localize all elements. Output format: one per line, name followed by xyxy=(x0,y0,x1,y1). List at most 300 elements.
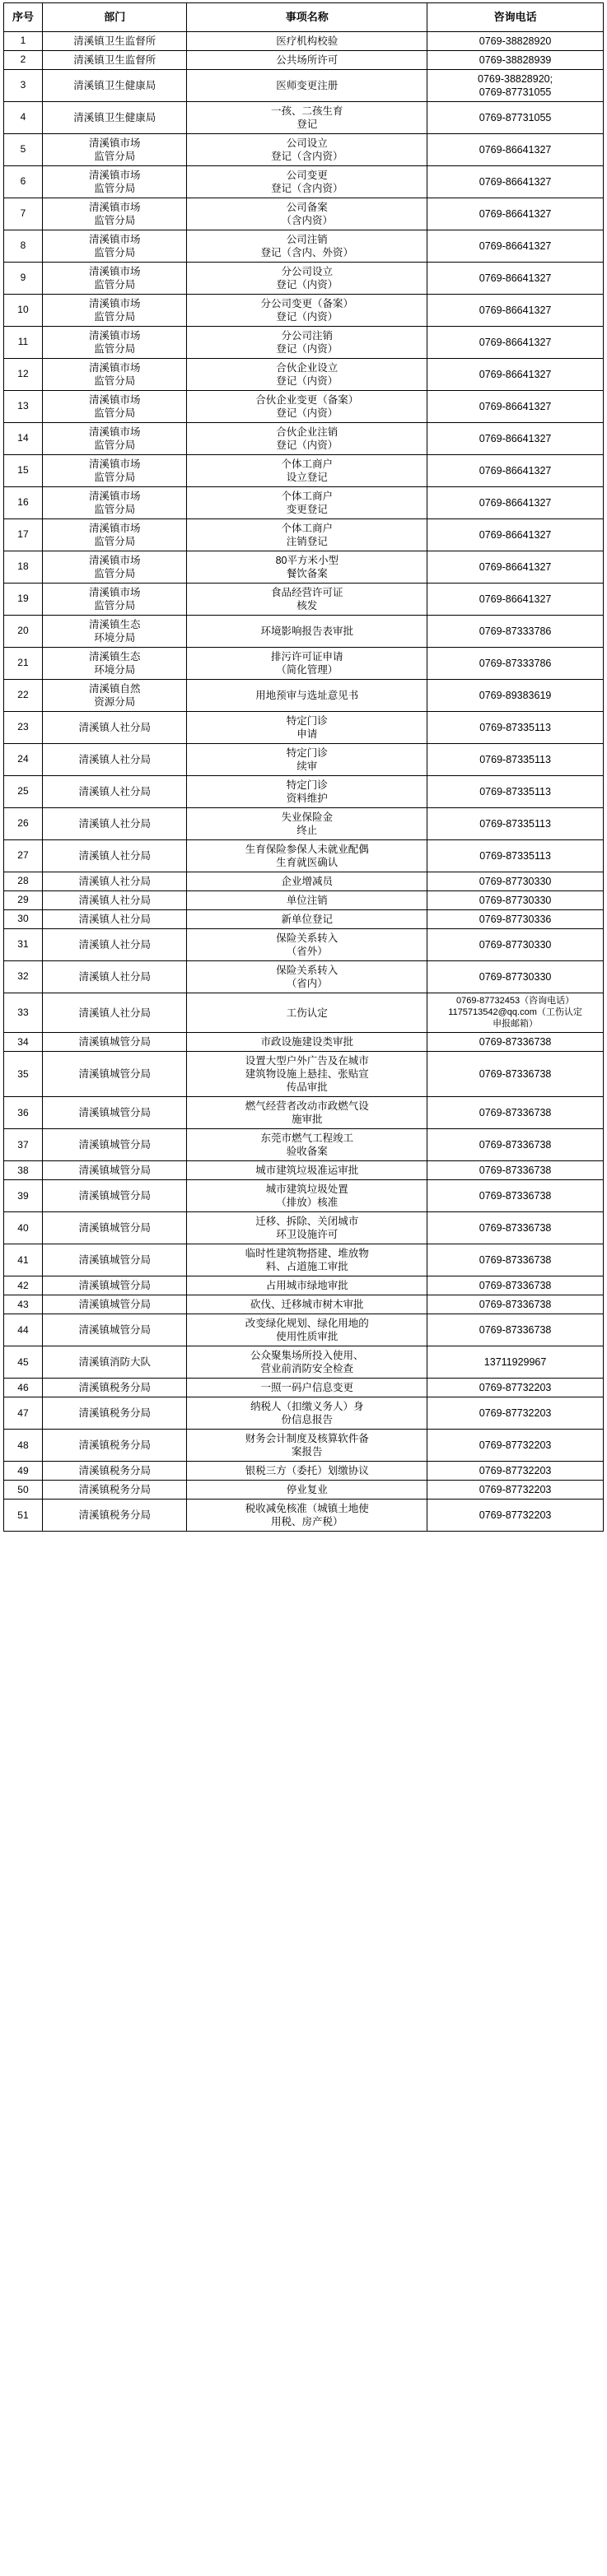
cell-department xyxy=(42,1244,187,1276)
cell-phone-line: 0769-87732453（咨询电话） xyxy=(456,996,575,1006)
cell-index xyxy=(4,929,43,961)
cell-phone-line: 0769-87732203 xyxy=(479,1382,552,1394)
cell-index xyxy=(4,872,43,891)
cell-department xyxy=(42,1295,187,1314)
cell-department xyxy=(42,744,187,776)
cell-item-name-line: 建筑物设施上悬挂、张贴宣 xyxy=(245,1068,369,1081)
cell-item-name xyxy=(187,198,427,230)
cell-item-name xyxy=(187,327,427,359)
cell-department xyxy=(42,487,187,519)
table-row xyxy=(4,616,604,648)
cell-item-name-line: （省内） xyxy=(286,978,328,989)
cell-item-name xyxy=(187,1314,427,1346)
cell-index-line: 35 xyxy=(17,1067,29,1080)
cell-department-line: 清溪镇卫生监督所 xyxy=(73,35,156,47)
cell-department-line: 清溪镇市场 xyxy=(88,202,141,213)
cell-department-line: 清溪镇生态 xyxy=(88,619,141,630)
table-row xyxy=(4,32,604,51)
cell-phone xyxy=(427,134,604,166)
cell-phone xyxy=(427,295,604,327)
cell-item-name-line: 资料维护 xyxy=(286,793,328,804)
cell-phone xyxy=(427,712,604,744)
cell-department xyxy=(42,961,187,993)
cell-phone xyxy=(427,551,604,584)
cell-department-line: 监管分局 xyxy=(94,600,136,611)
table-row xyxy=(4,961,604,993)
cell-item-name xyxy=(187,680,427,712)
cell-item-name xyxy=(187,891,427,910)
cell-index xyxy=(4,102,43,134)
cell-department-line: 清溪镇城管分局 xyxy=(78,1036,151,1049)
cell-department xyxy=(42,1314,187,1346)
cell-item-name-line: 改变绿化规划、绿化用地的 xyxy=(245,1318,369,1330)
cell-index xyxy=(4,1500,43,1532)
cell-department-line: 清溪镇卫生健康局 xyxy=(73,80,156,91)
cell-phone-line: 0769-86641327 xyxy=(479,593,552,605)
cell-item-name-line: 登记（内资） xyxy=(276,375,339,387)
cell-item-name-line: （简化管理） xyxy=(276,664,339,676)
cell-item-name xyxy=(187,1180,427,1212)
table-row xyxy=(4,712,604,744)
table-header-row xyxy=(4,3,604,32)
cell-phone-line: 0769-86641327 xyxy=(479,305,552,316)
cell-item-name-line: 营业前消防安全检查 xyxy=(260,1363,354,1375)
cell-phone-line: 0769-87336738 xyxy=(479,1254,552,1267)
cell-phone xyxy=(427,776,604,808)
cell-index-line: 31 xyxy=(17,938,29,951)
cell-index xyxy=(4,1430,43,1462)
table-row xyxy=(4,1430,604,1462)
cell-index xyxy=(4,808,43,840)
cell-department-line: 环境分局 xyxy=(94,632,136,644)
cell-index-line: 25 xyxy=(17,785,29,797)
table-row xyxy=(4,648,604,680)
cell-index xyxy=(4,584,43,616)
cell-item-name xyxy=(187,1212,427,1244)
cell-phone xyxy=(427,32,604,51)
cell-department xyxy=(42,1180,187,1212)
table-row xyxy=(4,872,604,891)
cell-department-line: 监管分局 xyxy=(94,151,136,162)
cell-phone xyxy=(427,487,604,519)
cell-item-name xyxy=(187,263,427,295)
cell-phone xyxy=(427,744,604,776)
cell-index xyxy=(4,51,43,70)
cell-index xyxy=(4,1180,43,1212)
cell-department-line: 清溪镇税务分局 xyxy=(78,1407,151,1420)
cell-item-name-line: 保险关系转入 xyxy=(276,932,339,944)
column-header-department: 部门 xyxy=(42,3,187,32)
cell-department-line: 监管分局 xyxy=(94,311,136,323)
cell-item-name xyxy=(187,1462,427,1481)
cell-item-name xyxy=(187,166,427,198)
cell-item-name-line: 个体工商户 xyxy=(281,458,334,470)
cell-department xyxy=(42,1397,187,1430)
cell-item-name-line: 分公司设立 xyxy=(281,266,334,277)
cell-item-name xyxy=(187,295,427,327)
cell-department-line: 监管分局 xyxy=(94,472,136,483)
cell-department-line: 监管分局 xyxy=(94,407,136,419)
column-header-index: 序号 xyxy=(4,3,43,32)
cell-department-line: 监管分局 xyxy=(94,568,136,579)
cell-item-name xyxy=(187,1430,427,1462)
cell-index-line: 10 xyxy=(17,304,29,316)
cell-index xyxy=(4,1276,43,1295)
cell-item-name xyxy=(187,230,427,263)
cell-index-line: 14 xyxy=(17,432,29,444)
cell-item-name-line: 迁移、拆除、关闭城市 xyxy=(255,1216,359,1228)
cell-phone-line: 0769-87336738 xyxy=(479,1036,552,1049)
cell-phone-line: 0769-87732203 xyxy=(479,1509,552,1522)
cell-index xyxy=(4,1161,43,1180)
cell-item-name-line: 设置大型户外广告及在城市 xyxy=(245,1055,369,1067)
cell-phone-line: 0769-87732203 xyxy=(479,1484,552,1496)
cell-index-line: 37 xyxy=(17,1138,29,1151)
cell-department-line: 清溪镇人社分局 xyxy=(78,850,151,862)
table-row xyxy=(4,1346,604,1379)
cell-item-name-line: 砍伐、迁移城市树木审批 xyxy=(250,1299,364,1311)
cell-item-name-line: 登记（含内资） xyxy=(271,151,343,162)
cell-index xyxy=(4,776,43,808)
cell-phone xyxy=(427,808,604,840)
cell-department xyxy=(42,776,187,808)
cell-index-line: 3 xyxy=(20,79,26,91)
cell-phone-line: 0769-87731055 xyxy=(479,86,552,98)
cell-phone xyxy=(427,1097,604,1129)
table-row xyxy=(4,102,604,134)
cell-phone xyxy=(427,584,604,616)
cell-department-line: 监管分局 xyxy=(94,247,136,258)
cell-index-line: 11 xyxy=(17,336,29,348)
table-row xyxy=(4,1276,604,1295)
cell-index xyxy=(4,648,43,680)
table-row xyxy=(4,519,604,551)
cell-department-line: 清溪镇人社分局 xyxy=(78,876,151,887)
table-row xyxy=(4,1161,604,1180)
cell-item-name xyxy=(187,1397,427,1430)
cell-index-line: 21 xyxy=(17,657,29,669)
cell-item-name-line: 单位注销 xyxy=(286,895,328,906)
cell-item-name xyxy=(187,808,427,840)
cell-department-line: 清溪镇税务分局 xyxy=(78,1509,151,1522)
cell-item-name xyxy=(187,1500,427,1532)
cell-index xyxy=(4,744,43,776)
cell-index xyxy=(4,712,43,744)
cell-index xyxy=(4,487,43,519)
cell-index-line: 38 xyxy=(17,1164,29,1176)
cell-index xyxy=(4,1244,43,1276)
cell-department xyxy=(42,1276,187,1295)
cell-phone xyxy=(427,1500,604,1532)
cell-department-line: 资源分局 xyxy=(94,696,136,708)
cell-index xyxy=(4,455,43,487)
cell-item-name-line: 分公司注销 xyxy=(281,330,334,342)
cell-department-line: 监管分局 xyxy=(94,215,136,226)
cell-phone-line: 0769-87336738 xyxy=(479,1324,552,1337)
cell-phone-line: 0769-86641327 xyxy=(479,497,552,509)
cell-department xyxy=(42,616,187,648)
cell-phone xyxy=(427,166,604,198)
cell-department xyxy=(42,1430,187,1462)
cell-phone xyxy=(427,1180,604,1212)
cell-phone xyxy=(427,1397,604,1430)
cell-phone-line: 0769-87336738 xyxy=(479,1190,552,1202)
cell-department-line: 清溪镇市场 xyxy=(88,523,141,534)
cell-department xyxy=(42,519,187,551)
cell-phone-line: 0769-87730336 xyxy=(479,914,552,925)
cell-item-name-line: （含内资） xyxy=(281,215,334,226)
cell-phone-line: 0769-38828920; xyxy=(478,73,553,85)
table-row xyxy=(4,166,604,198)
cell-item-name-line: 失业保险金 xyxy=(281,811,334,823)
cell-item-name-line: 登记（含内、外资） xyxy=(260,247,354,258)
cell-index-line: 15 xyxy=(17,464,29,477)
cell-index xyxy=(4,166,43,198)
cell-index xyxy=(4,840,43,872)
cell-item-name-line: 终止 xyxy=(296,825,318,836)
cell-index xyxy=(4,1397,43,1430)
cell-item-name-line: 环卫设施许可 xyxy=(276,1229,339,1241)
cell-department-line: 清溪镇人社分局 xyxy=(78,895,151,906)
cell-phone xyxy=(427,263,604,295)
cell-item-name xyxy=(187,519,427,551)
cell-item-name xyxy=(187,1161,427,1180)
cell-department-line: 监管分局 xyxy=(94,343,136,355)
cell-item-name-line: 合伙企业设立 xyxy=(276,362,339,374)
cell-department-line: 清溪镇卫生健康局 xyxy=(73,112,156,123)
table-row xyxy=(4,1379,604,1397)
cell-department xyxy=(42,712,187,744)
table-row xyxy=(4,230,604,263)
table-row xyxy=(4,680,604,712)
cell-index xyxy=(4,327,43,359)
cell-phone xyxy=(427,872,604,891)
cell-department-line: 清溪镇税务分局 xyxy=(78,1439,151,1452)
cell-department-line: 清溪镇市场 xyxy=(88,491,141,502)
cell-item-name xyxy=(187,1097,427,1129)
cell-phone xyxy=(427,616,604,648)
cell-index-line: 29 xyxy=(17,894,29,906)
cell-department xyxy=(42,1481,187,1500)
cell-phone-line: 0769-86641327 xyxy=(479,529,552,541)
cell-phone xyxy=(427,1314,604,1346)
cell-index-line: 47 xyxy=(17,1407,29,1419)
table-row xyxy=(4,840,604,872)
cell-item-name-line: 变更登记 xyxy=(286,504,328,515)
cell-item-name-line: 食品经营许可证 xyxy=(271,587,343,598)
cell-phone xyxy=(427,327,604,359)
cell-department-line: 清溪镇城管分局 xyxy=(78,1190,151,1202)
cell-phone xyxy=(427,198,604,230)
cell-phone xyxy=(427,1161,604,1180)
cell-index-line: 40 xyxy=(17,1221,29,1234)
cell-index-line: 17 xyxy=(17,528,29,541)
cell-item-name-line: 分公司变更（备案） xyxy=(260,298,354,309)
cell-index xyxy=(4,1462,43,1481)
cell-department-line: 清溪镇人社分局 xyxy=(78,722,151,733)
cell-index xyxy=(4,230,43,263)
cell-item-name-line: 环境影响报告表审批 xyxy=(260,625,354,637)
cell-index-line: 42 xyxy=(17,1279,29,1291)
cell-item-name-line: 个体工商户 xyxy=(281,523,334,534)
cell-item-name-line: 东莞市燃气工程竣工 xyxy=(260,1132,354,1145)
table-row xyxy=(4,1129,604,1161)
cell-item-name xyxy=(187,51,427,70)
cell-index-line: 49 xyxy=(17,1464,29,1476)
cell-department xyxy=(42,198,187,230)
cell-item-name xyxy=(187,993,427,1033)
cell-item-name-line: 核发 xyxy=(296,600,318,611)
cell-item-name-line: 停业复业 xyxy=(286,1484,328,1496)
cell-department-line: 清溪镇人社分局 xyxy=(78,818,151,830)
cell-item-name xyxy=(187,910,427,929)
cell-department xyxy=(42,102,187,134)
cell-item-name xyxy=(187,840,427,872)
cell-department-line: 清溪镇城管分局 xyxy=(78,1254,151,1267)
cell-department-line: 清溪镇市场 xyxy=(88,555,141,566)
cell-department xyxy=(42,1097,187,1129)
cell-department-line: 清溪镇城管分局 xyxy=(78,1324,151,1337)
cell-department-line: 清溪镇消防大队 xyxy=(78,1356,151,1369)
cell-phone xyxy=(427,1276,604,1295)
cell-index xyxy=(4,891,43,910)
cell-department xyxy=(42,551,187,584)
cell-department xyxy=(42,230,187,263)
cell-department xyxy=(42,1462,187,1481)
cell-index-line: 36 xyxy=(17,1106,29,1118)
cell-item-name-line: 使用性质审批 xyxy=(276,1331,339,1343)
cell-department-line: 监管分局 xyxy=(94,375,136,387)
cell-department xyxy=(42,840,187,872)
cell-department xyxy=(42,680,187,712)
cell-item-name xyxy=(187,648,427,680)
cell-index-line: 2 xyxy=(20,53,26,66)
cell-department-line: 清溪镇市场 xyxy=(88,234,141,245)
cell-department-line: 清溪镇市场 xyxy=(88,587,141,598)
cell-phone-line: 1175713542@qq.com（工伤认定 xyxy=(448,1007,582,1017)
cell-item-name xyxy=(187,929,427,961)
cell-item-name-line: 生育就医确认 xyxy=(276,857,339,868)
cell-department-line: 清溪镇市场 xyxy=(88,137,141,149)
table-row xyxy=(4,51,604,70)
cell-phone-line: 0769-87335113 xyxy=(479,818,551,830)
cell-department-line: 清溪镇城管分局 xyxy=(78,1139,151,1151)
cell-item-name-line: 公司变更 xyxy=(286,170,328,181)
cell-department xyxy=(42,808,187,840)
cell-item-name-line: 餐饮备案 xyxy=(286,568,328,579)
cell-phone-line: 0769-87336738 xyxy=(479,1280,552,1292)
cell-phone-line: 0769-86641327 xyxy=(479,401,552,412)
cell-phone xyxy=(427,1430,604,1462)
cell-index-line: 43 xyxy=(17,1298,29,1310)
cell-index-line: 19 xyxy=(17,593,29,605)
cell-department xyxy=(42,51,187,70)
cell-index-line: 18 xyxy=(17,560,29,573)
cell-index xyxy=(4,1379,43,1397)
cell-index-line: 22 xyxy=(17,689,29,701)
cell-department-line: 监管分局 xyxy=(94,183,136,194)
cell-item-name-line: 公司设立 xyxy=(286,137,328,149)
cell-item-name xyxy=(187,616,427,648)
cell-item-name xyxy=(187,455,427,487)
cell-phone xyxy=(427,359,604,391)
cell-department-line: 清溪镇市场 xyxy=(88,298,141,309)
cell-item-name-line: 用税、房产税） xyxy=(271,1516,343,1528)
cell-item-name-line: 合伙企业变更（备案） xyxy=(255,394,359,406)
cell-phone xyxy=(427,929,604,961)
table-row xyxy=(4,359,604,391)
cell-item-name xyxy=(187,584,427,616)
cell-item-name-line: 料、占道施工审批 xyxy=(265,1261,348,1273)
cell-phone xyxy=(427,1212,604,1244)
cell-item-name-line: 施审批 xyxy=(292,1114,323,1126)
cell-item-name xyxy=(187,134,427,166)
cell-item-name-line: 生育保险参保人未就业配偶 xyxy=(245,844,369,855)
table-row xyxy=(4,391,604,423)
cell-index xyxy=(4,680,43,712)
cell-item-name xyxy=(187,391,427,423)
cell-department xyxy=(42,1052,187,1097)
table-row xyxy=(4,455,604,487)
cell-phone-line: 0769-38828920 xyxy=(479,35,552,47)
cell-index xyxy=(4,1314,43,1346)
cell-item-name-line: 80平方米小型 xyxy=(275,555,339,566)
table-row xyxy=(4,1314,604,1346)
cell-item-name-line: 市政设施建设类审批 xyxy=(260,1036,354,1049)
cell-index-line: 27 xyxy=(17,849,29,862)
cell-index-line: 46 xyxy=(17,1381,29,1393)
cell-department-line: 清溪镇城管分局 xyxy=(78,1107,151,1119)
cell-index xyxy=(4,1212,43,1244)
cell-phone-line: 0769-87732203 xyxy=(479,1439,552,1452)
table-row xyxy=(4,1180,604,1212)
cell-index-line: 51 xyxy=(17,1509,29,1521)
cell-department-line: 监管分局 xyxy=(94,439,136,451)
cell-index xyxy=(4,1052,43,1097)
cell-department-line: 清溪镇城管分局 xyxy=(78,1165,151,1177)
cell-index-line: 28 xyxy=(17,875,29,887)
cell-department-line: 清溪镇卫生监督所 xyxy=(73,54,156,66)
cell-item-name-line: 登记（内资） xyxy=(276,407,339,419)
cell-phone xyxy=(427,993,604,1033)
cell-item-name-line: 一照一码户信息变更 xyxy=(260,1382,354,1394)
cell-department-line: 清溪镇税务分局 xyxy=(78,1484,151,1496)
cell-item-name-line: 用地预审与选址意见书 xyxy=(255,690,359,701)
cell-index-line: 33 xyxy=(17,1006,29,1018)
cell-phone xyxy=(427,648,604,680)
cell-index xyxy=(4,993,43,1033)
cell-index xyxy=(4,391,43,423)
cell-department xyxy=(42,263,187,295)
cell-index xyxy=(4,519,43,551)
cell-item-name-line: 验收备案 xyxy=(286,1146,328,1158)
cell-department xyxy=(42,166,187,198)
cell-item-name-line: 燃气经营者改动市政燃气设 xyxy=(245,1100,369,1113)
cell-department-line: 清溪镇市场 xyxy=(88,170,141,181)
cell-phone xyxy=(427,230,604,263)
cell-item-name-line: 占用城市绿地审批 xyxy=(265,1280,348,1292)
column-header-item-name: 事项名称 xyxy=(187,3,427,32)
cell-index xyxy=(4,359,43,391)
cell-department xyxy=(42,70,187,102)
cell-item-name-line: 特定门诊 xyxy=(286,747,328,759)
cell-phone xyxy=(427,891,604,910)
cell-index-line: 8 xyxy=(20,239,26,252)
cell-phone xyxy=(427,961,604,993)
cell-item-name-line: 城市建筑垃圾准运审批 xyxy=(255,1165,359,1177)
cell-phone-line: 0769-87731055 xyxy=(479,112,552,123)
table-row xyxy=(4,929,604,961)
